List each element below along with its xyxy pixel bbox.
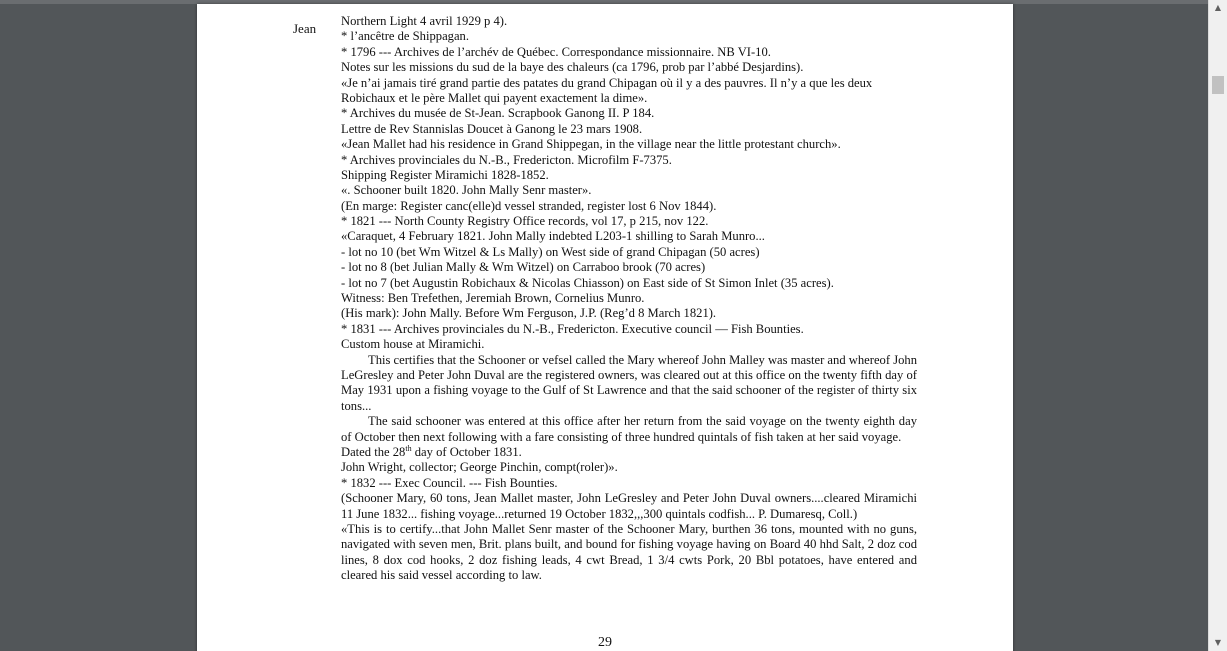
text-line: Notes sur les missions du sud de la baye des chaleurs (ca 1796, prob par l’abbé Desjardins). — [341, 60, 804, 75]
text-line: * 1796 --- Archives de l’archév de Québec. Correspondance missionnaire. NB VI-10. — [341, 44, 771, 59]
scroll-down-arrow-icon[interactable]: ▼ — [1214, 638, 1222, 647]
vertical-scrollbar[interactable] — [1208, 0, 1227, 651]
text-line: Robichaux et le père Mallet qui payent exactement la dime». — [341, 90, 648, 105]
cut-off-line — [341, 7, 917, 14]
document-page — [197, 4, 1013, 651]
text-line: «Caraquet, 4 February 1821. John Mally indebted L203-1 shilling to Sarah Munro... — [341, 229, 765, 244]
text-line: * Archives provinciales du N.-B., Fredericton. Microfilm F-7375. — [341, 152, 672, 167]
dated-ordinal-suffix: th — [405, 445, 412, 453]
text-line: Northern Light 4 avril 1929 p 4). — [341, 14, 508, 28]
text-line: (His mark): John Mally. Before Wm Ferguson, J.P. (Reg’d 8 March 1821). — [341, 306, 717, 321]
text-line: Custom house at Miramichi. — [341, 337, 485, 352]
text-line: * Archives du musée de St-Jean. Scrapbook Ganong II. P 184. — [341, 106, 655, 121]
text-line: * 1831 --- Archives provinciales du N.-B., Fredericton. Executive council — Fish Bounties. — [341, 321, 804, 336]
schooner-return-paragraph: The said schooner was entered at this office after her return from the said voyage on the twenty eighth day of October then next following with a fare consisting of three hundred quintals of fish taken at her said voyage. — [341, 414, 917, 444]
text-line: * 1821 --- North County Registry Office records, vol 17, p 215, nov 122. — [341, 214, 709, 229]
text-line: * l’ancêtre de Shippagan. — [341, 29, 469, 44]
text-line: Witness: Ben Trefethen, Jeremiah Brown, Cornelius Munro. — [341, 291, 645, 306]
certify-paragraph: «This is to certify...that John Mallet Senr master of the Schooner Mary, burthen 36 tons, mounted with no guns, navigated with seven men, Brit. plans built, and bound for fishing voyage having on Board 40 hhd Salt, 2 doz cod lines, 8 dox cod hooks, 2 doz fishing leads, 4 cwt Bread, 1 3/4 cwts Pork, 20 Bbl potatoes, have entered and cleared his said vessel according to law. — [341, 522, 917, 583]
text-line: - lot no 8 (bet Julian Mally & Wm Witzel) on Carraboo brook (70 acres) — [341, 260, 706, 275]
text-line: «. Schooner built 1820. John Mally Senr master». — [341, 183, 592, 198]
page-body — [341, 7, 917, 584]
text-line: - lot no 10 (bet Wm Witzel & Ls Mally) on West side of grand Chipagan (50 acres) — [341, 244, 760, 259]
scrollbar-thumb[interactable] — [1212, 76, 1224, 94]
scroll-up-arrow-icon[interactable]: ▲ — [1214, 3, 1222, 12]
text-line: (En marge: Register canc(elle)d vessel stranded, register lost 6 Nov 1844). — [341, 198, 717, 213]
certificate-paragraph: This certifies that the Schooner or vefsel called the Mary whereof John Malley was master and whereof John LeGresley and Peter John Duval are the registered owners, was cleared out at this office on the twenty fifth day of May 1931 upon a fishing voyage to the Gulf of St Lawrence and that the said schooner of the register of thirty six tons... — [341, 352, 917, 413]
text-line: - lot no 7 (bet Augustin Robichaux & Nicolas Chiasson) on East side of St Simon Inlet (35 acres). — [341, 275, 834, 290]
dated-line — [341, 445, 917, 460]
text-line: «Jean Mallet had his residence in Grand Shippegan, in the village near the little protestant church». — [341, 137, 841, 152]
text-line: Shipping Register Miramichi 1828-1852. — [341, 167, 549, 182]
text-line: * 1832 --- Exec Council. --- Fish Bounties. — [341, 475, 558, 490]
dated-prefix: Dated the 28 — [341, 445, 406, 460]
text-line: «Je n’ai jamais tiré grand partie des patates du grand Chipagan où il y a des pauvres. Il n’y a que les deux — [341, 75, 873, 90]
text-line: John Wright, collector; George Pinchin, compt(roler)». — [341, 460, 618, 475]
margin-name-label: Jean — [293, 21, 317, 36]
page-number: 29 — [598, 635, 612, 650]
schooner-1832-paragraph: (Schooner Mary, 60 tons, Jean Mallet master, John LeGresley and Peter John Duval owners....cleared Miramichi 11 June 1832... fishing voyage...returned 19 October 1832,,,300 quintals codfish... P. Dumaresq, Coll.) — [341, 491, 917, 521]
text-line: Lettre de Rev Stannislas Doucet à Ganong le 23 mars 1908. — [341, 121, 643, 136]
dated-suffix: day of October 1831. — [411, 445, 522, 460]
